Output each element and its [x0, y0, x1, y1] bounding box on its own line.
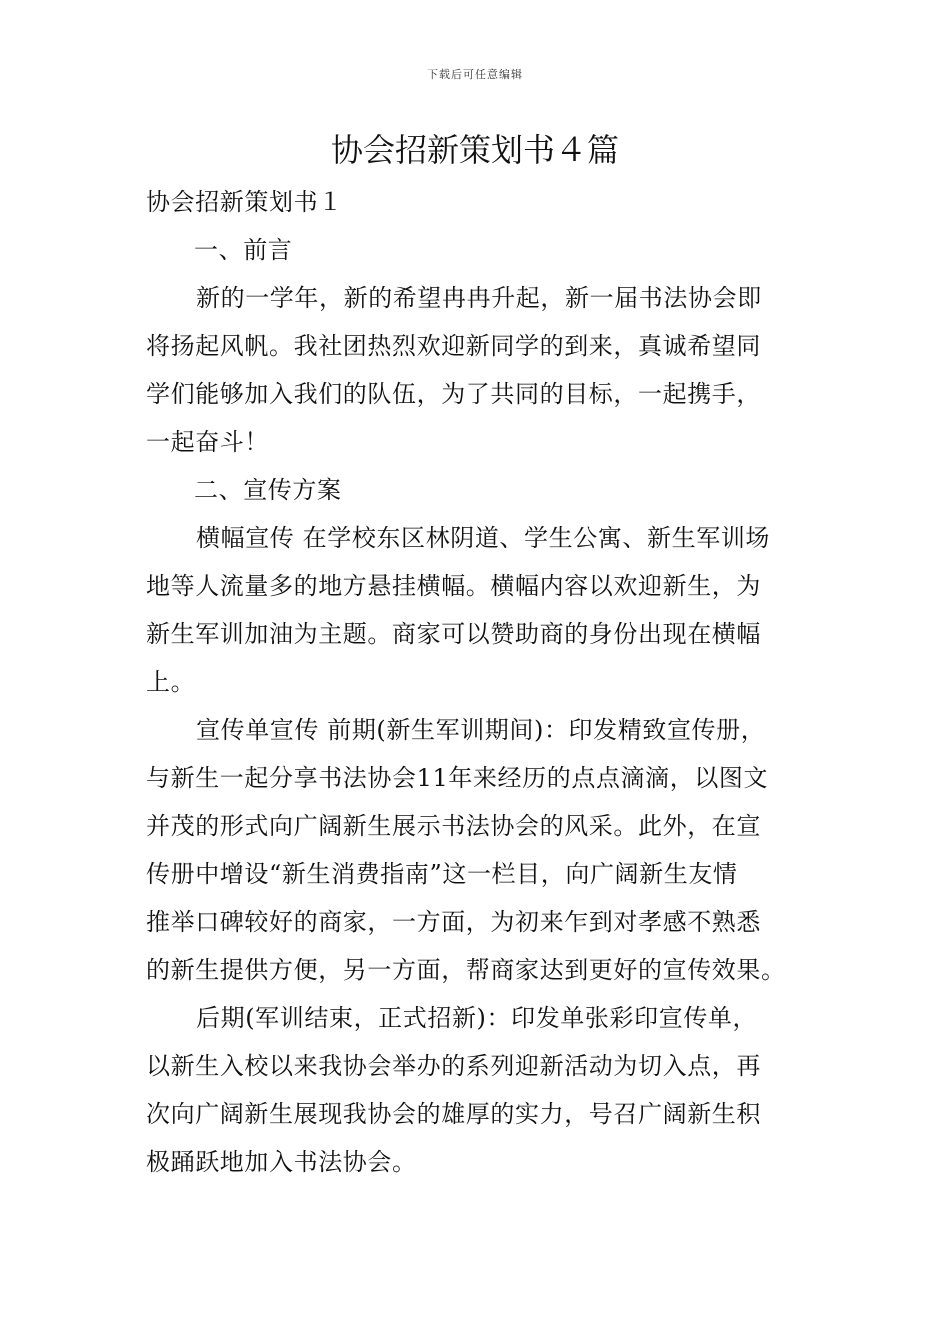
- paragraph-line: 极踊跃地加入书法协会。: [146, 1148, 417, 1176]
- paragraph-line: 上。: [146, 668, 196, 696]
- subsection-heading: 一、前言: [194, 236, 293, 264]
- paragraph-line: 地等人流量多的地方悬挂横幅。横幅内容以欢迎新生，为: [146, 572, 761, 600]
- paragraph-line: 推举口碑较好的商家，一方面，为初来乍到对孝感不熟悉: [146, 908, 761, 936]
- paragraph-line: 的新生提供方便，另一方面，帮商家达到更好的宣传效果。: [146, 956, 786, 984]
- paragraph-line: 与新生一起分享书法协会11年来经历的点点滴滴，以图文: [146, 764, 769, 792]
- paragraph-line: 宣传单宣传 前期(新生军训期间)：印发精致宣传册，: [196, 716, 766, 744]
- page-header-note: 下载后可任意编辑: [427, 68, 523, 81]
- paragraph-line: 传册中增设“新生消费指南”这一栏目，向广阔新生友情: [146, 860, 738, 888]
- paragraph-line: 一起奋斗！: [146, 428, 269, 456]
- paragraph-line: 新生军训加油为主题。商家可以赞助商的身份出现在横幅: [146, 620, 761, 648]
- paragraph-line: 次向广阔新生展现我协会的雄厚的实力，号召广阔新生积: [146, 1100, 761, 1128]
- document-title: 协会招新策划书４篇: [330, 131, 619, 169]
- paragraph-line: 以新生入校以来我协会举办的系列迎新活动为切入点，再: [146, 1052, 761, 1080]
- paragraph-line: 学们能够加入我们的队伍，为了共同的目标，一起携手，: [146, 380, 761, 408]
- section-heading: 协会招新策划书１: [146, 188, 343, 216]
- paragraph-line: 并茂的形式向广阔新生展示书法协会的风采。此外，在宣: [146, 812, 761, 840]
- document-body: [146, 178, 808, 1186]
- paragraph-line: 新的一学年，新的希望冉冉升起，新一届书法协会即: [196, 284, 762, 312]
- paragraph-line: 后期(军训结束，正式招新)：印发单张彩印宣传单，: [196, 1004, 758, 1032]
- subsection-heading: 二、宣传方案: [194, 476, 342, 504]
- paragraph-line: 将扬起风帆。我社团热烈欢迎新同学的到来，真诚希望同: [146, 332, 761, 360]
- paragraph-line: 横幅宣传 在学校东区林阴道、学生公寓、新生军训场: [196, 524, 771, 552]
